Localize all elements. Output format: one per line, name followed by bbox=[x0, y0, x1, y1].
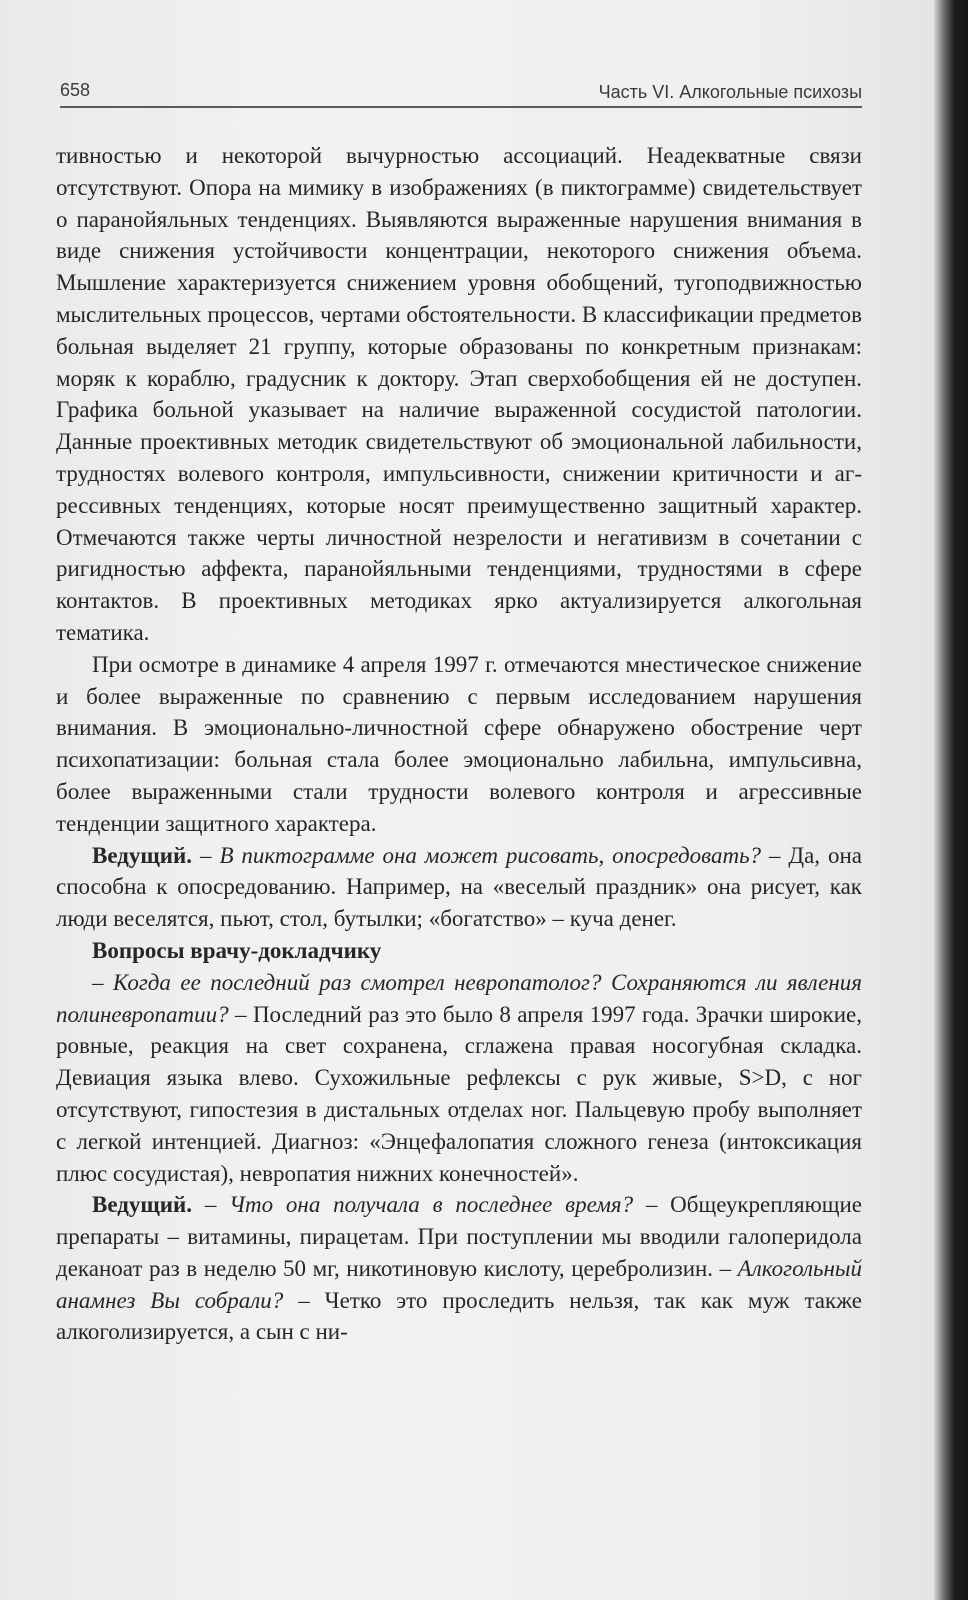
paragraph-3 bbox=[56, 840, 862, 935]
section-heading: Вопросы врачу-докладчику bbox=[92, 937, 382, 963]
speaker-label: Ведущий. bbox=[92, 1192, 193, 1218]
dash: – bbox=[192, 1192, 230, 1218]
book-spine-shadow bbox=[934, 0, 968, 1600]
answer-text: – Последний раз это было 8 апреля 1997 года. Зрачки широкие, ровные, реакция на свет сохранена, сглажена правая носогубная складка. Девиация языка влево. Сухожильные рефлексы с рук живые, S>D, с ног отсутствуют, гипостезия в дистальных отделах ног. Пальцевую пробу выполняет с легкой интенцией. Диагноз: «Энцефалопатия сложного генеза (интоксикация плюс сосудистая), невропатия нижних конечностей». bbox=[56, 1001, 862, 1186]
question-text: Что она получала в последнее время? bbox=[229, 1192, 634, 1218]
dash: – bbox=[192, 842, 220, 868]
paragraph-5 bbox=[56, 1189, 862, 1348]
running-head bbox=[60, 78, 862, 108]
question-text: Алкогольный анамнез Вы собрали? bbox=[56, 1255, 862, 1313]
answer-text: – Да, она способна к опосредованию. Например, на «веселый праздник» она рисует, как люди веселятся, пьют, стол, бутылки; «богатство» – куча денег. bbox=[56, 842, 863, 932]
page-number: 658 bbox=[60, 80, 91, 100]
body-text bbox=[56, 140, 862, 1348]
question-text: – Когда ее последний раз смотрел невропатолог? Сохраняются ли явления полиневропатии? bbox=[56, 969, 862, 1027]
answer-text: – Общеукрепляющие препараты – витамины, пирацетам. При поступлении мы вводили галоперидола деканоат раз в неделю 50 мг, никотиновую кислоту, церебролизин. – bbox=[56, 1192, 862, 1281]
paragraph-1: тивностью и некоторой вычурностью ассоциаций. Неадекватные связи отсутствуют. Опора на мимику в изображениях (в пиктограмме) свидетельствует о паранойяльных тенденциях. Выявляются выраженные нарушения внимания в виде снижения устойчивости концентрации, некоторого снижения объема. Мышление характеризуется снижением уровня обобщений, тугоподвижностью мыслительных процессов, чертами обстоятельности. В классификации предметов больная выделяет 21 группу, которые образованы по конкретным признакам: моряк к кораблю, градусник к доктору. Этап сверхобобщения ей не доступен. Графика больной указывает на наличие выраженной сосудистой патологии. Данные проективных методик свидетельствуют об эмоциональной лабильности, трудностях волевого контроля, импульсивности, снижении критичности и агрессивных тенденциях, которые носят преимущественно защитный характер. Отмечаются также черты личностной незрелости и негативизм в сочетании с ригидностью аффекта, паранойяльными тенденциями, трудностями в сфере контактов. В проективных методиках ярко актуализируется алкогольная тематика. bbox=[56, 143, 862, 645]
paragraph-4 bbox=[56, 967, 862, 1190]
answer-text: – Четко это проследить нельзя, так как муж также алкоголизируется, а сын с ни- bbox=[56, 1287, 862, 1345]
paragraph-2: При осмотре в динамике 4 апреля 1997 г. отмечаются мнестическое снижение и более выраженные по сравнению с первым исследованием нарушения внимания. В эмоционально-личностной сфере обнаружено обострение черт психопатизации: больная стала более эмоционально лабильна, импульсивна, более выраженными стали трудности волевого контроля и агрессивные тенденции защитного характера. bbox=[56, 651, 862, 836]
speaker-label: Ведущий. bbox=[92, 842, 193, 868]
question-text: В пиктограмме она может рисовать, опосредовать? bbox=[219, 842, 762, 868]
part-title: Часть VI. Алкогольные психозы bbox=[598, 82, 862, 102]
